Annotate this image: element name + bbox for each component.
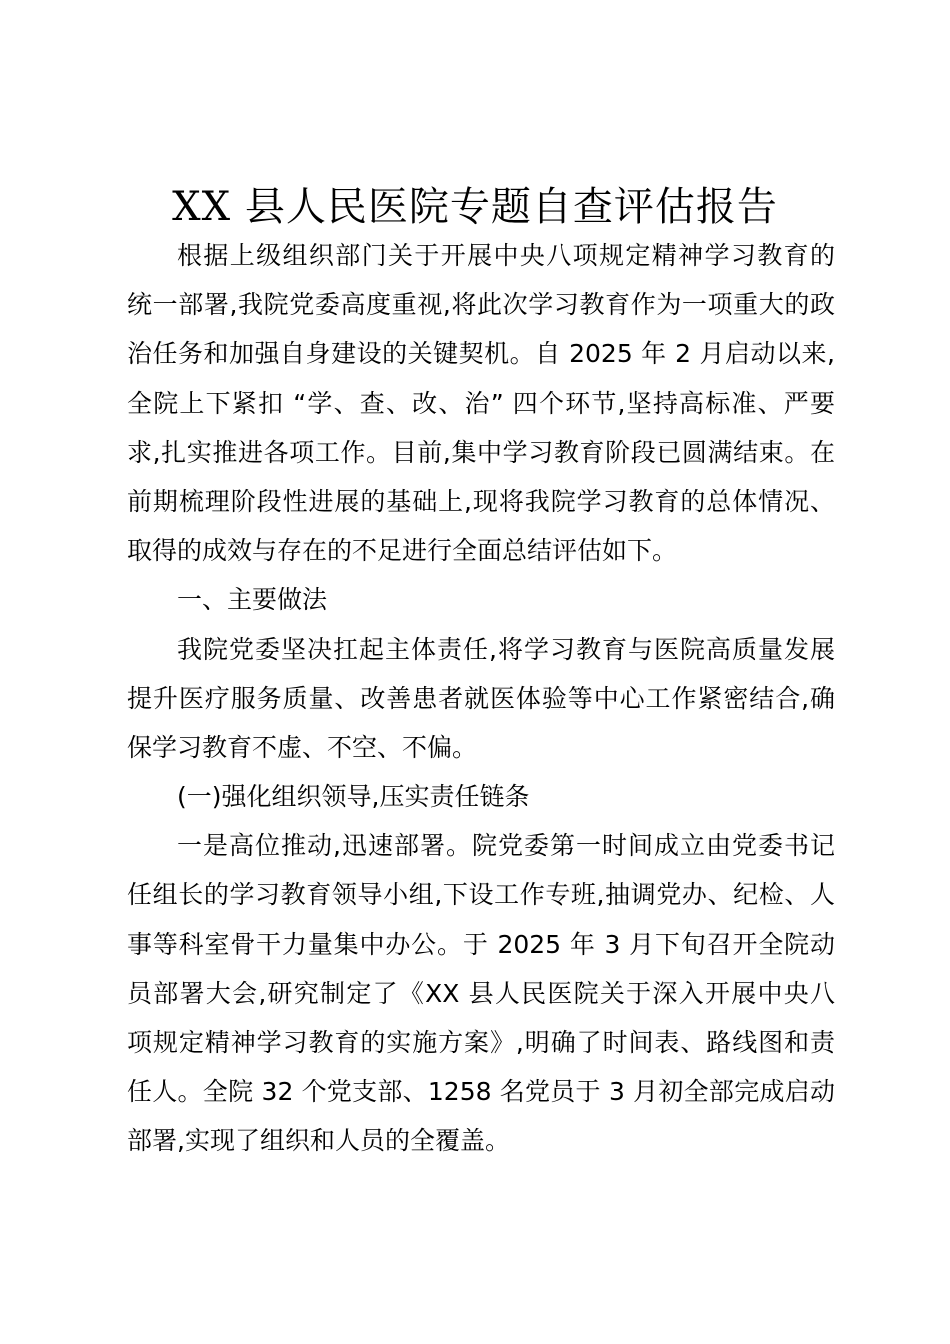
text-line: 任人。全院 32 个党支部、1258 名党员于 3 月初全部完成启动 <box>127 1077 835 1107</box>
text-line: 保学习教育不虚、不空、不偏。 <box>127 732 478 762</box>
text-line: 部署,实现了组织和人员的全覆盖。 <box>127 1126 510 1156</box>
text-line: 根据上级组织部门关于开展中央八项规定精神学习教育的 <box>177 241 835 270</box>
text-line: 事等科室骨干力量集中办公。于 2025 年 3 月下旬召开全院动 <box>127 929 835 959</box>
text-line: 提升医疗服务质量、改善患者就医体验等中心工作紧密结合,确 <box>127 683 835 713</box>
document-title: XX 县人民医院专题自查评估报告 <box>172 184 778 230</box>
text-line: 我院党委坚决扛起主体责任,将学习教育与医院高质量发展 <box>177 634 835 664</box>
subsection-heading <box>127 772 835 821</box>
text-line: 治任务和加强自身建设的关键契机。自 2025 年 2 月启动以来, <box>127 339 835 369</box>
text-line: 取得的成效与存在的不足进行全面总结评估如下。 <box>127 536 678 566</box>
text-line: 全院上下紧扣 “学、查、改、治” 四个环节,坚持高标准、严要 <box>127 388 835 418</box>
section-heading <box>127 575 835 624</box>
document-body <box>127 231 835 1166</box>
text-line: 任组长的学习教育领导小组,下设工作专班,抽调党办、纪检、人 <box>127 880 835 910</box>
text-line: 项规定精神学习教育的实施方案》,明确了时间表、路线图和责 <box>127 1028 835 1057</box>
text-line: 员部署大会,研究制定了《XX 县人民医院关于深入开展中央八 <box>127 978 835 1008</box>
paragraph-intro <box>127 231 835 575</box>
text-line: 前期梳理阶段性进展的基础上,现将我院学习教育的总体情况、 <box>127 486 835 516</box>
heading-line: (一)强化组织领导,压实责任链条 <box>177 782 530 812</box>
text-line: 一是高位推动,迅速部署。院党委第一时间成立由党委书记 <box>177 831 835 861</box>
text-line: 统一部署,我院党委高度重视,将此次学习教育作为一项重大的政 <box>127 290 835 320</box>
heading-line: 一、主要做法 <box>177 585 328 615</box>
paragraph-leadership <box>127 821 835 1165</box>
paragraph-main-practice <box>127 625 835 773</box>
text-line: 求,扎实推进各项工作。目前,集中学习教育阶段已圆满结束。在 <box>127 437 835 467</box>
